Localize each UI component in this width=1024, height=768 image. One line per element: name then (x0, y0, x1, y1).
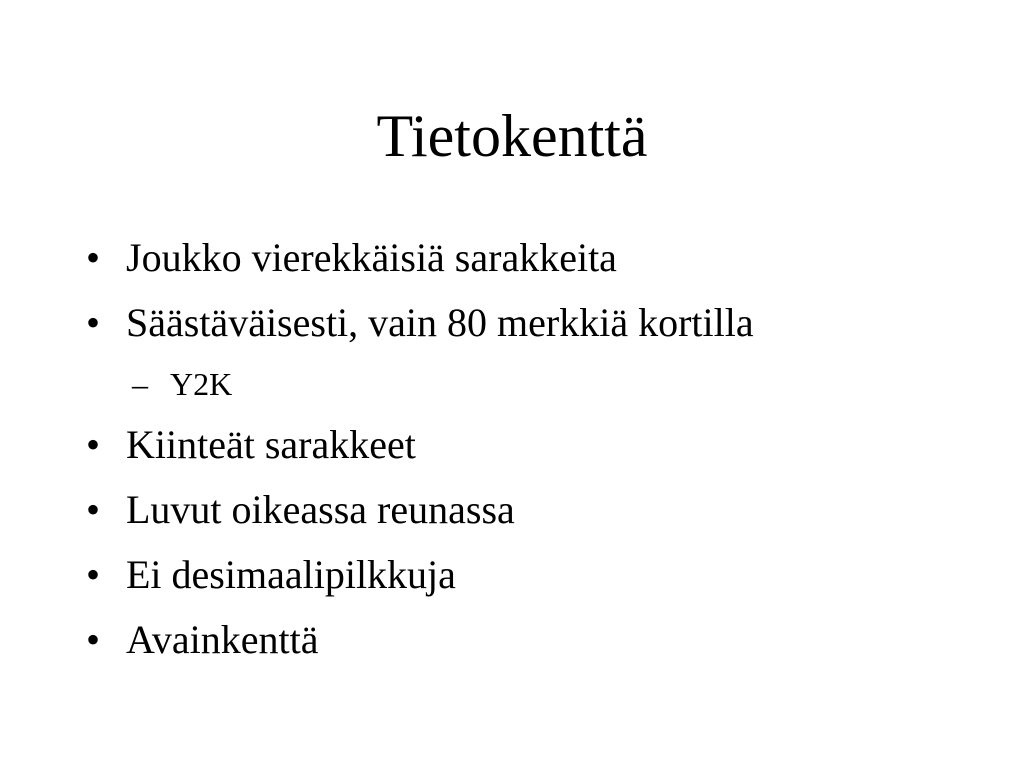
sub-bullet-text: Y2K (170, 366, 233, 402)
bullet-text: Kiinteät sarakkeet (126, 422, 416, 467)
sub-bullet-marker: – (132, 366, 148, 402)
bullet-marker: • (86, 235, 101, 280)
slide-title: Tietokenttä (376, 103, 648, 169)
bullet-marker: • (86, 552, 101, 597)
bullet-text: Luvut oikeassa reunassa (126, 487, 515, 532)
bullet-marker: • (86, 487, 101, 532)
bullet-text: Avainkenttä (126, 617, 319, 662)
bullet-text: Säästäväisesti, vain 80 merkkiä kortilla (126, 300, 754, 345)
bullet-marker: • (86, 422, 101, 467)
bullet-marker: • (86, 300, 101, 345)
bullet-marker: • (86, 617, 101, 662)
bullet-text: Joukko vierekkäisiä sarakkeita (126, 235, 617, 280)
bullet-text: Ei desimaalipilkkuja (126, 552, 456, 597)
